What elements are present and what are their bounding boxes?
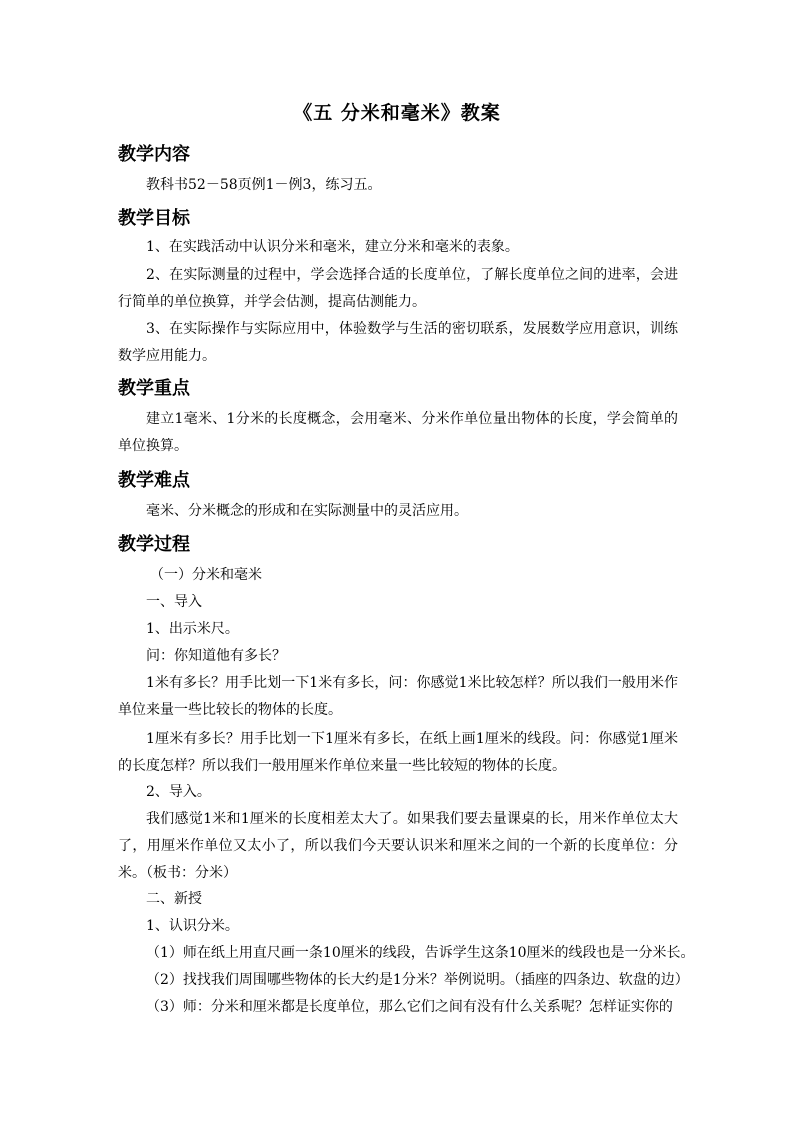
process-line-3: 1、出示米尺。 xyxy=(146,621,239,637)
process-paragraph-2: 1厘米有多长？用手比划一下1厘米有多长，在纸上画1厘米的线段。问：你感觉1厘米的长度怎样？所以我们一般用厘米作单位来量一些比较短的物体的长度。 xyxy=(118,731,678,774)
process-line-step-2: （2）找找我们周围哪些物体的长大约是1分米？举例说明。（插座的四条边、软盘的边） xyxy=(146,972,689,988)
process-line-know-decimeter: 1、认识分米。 xyxy=(146,918,239,934)
heading-difficulties: 教学难点 xyxy=(118,470,190,491)
heading-teaching-content: 教学内容 xyxy=(118,144,190,165)
document-title: 《五 分米和毫米》教案 xyxy=(293,102,501,124)
process-line-step-1: （1）师在纸上用直尺画一条10厘米的线段，告诉学生这条10厘米的线段也是一分米长。 xyxy=(146,945,695,961)
goal-item-3: 3、在实际操作与实际应用中，体验数学与生活的密切联系，发展数学应用意识，训练数学应用能力。 xyxy=(118,321,678,364)
process-line-2: 一、导入 xyxy=(146,594,202,610)
process-paragraph-1: 1米有多长？用手比划一下1米有多长，问：你感觉1米比较怎样？所以我们一般用米作单位来量一些比较长的物体的长度。 xyxy=(118,675,678,718)
process-line-4: 问：你知道他有多长？ xyxy=(146,648,286,664)
process-line-step-3: （3）师：分米和厘米都是长度单位，那么它们之间有没有什么关系呢？怎样证实你的 xyxy=(146,999,673,1015)
process-line-1: （一）分米和毫米 xyxy=(150,567,262,583)
difficulties-text: 毫米、分米概念的形成和在实际测量中的灵活应用。 xyxy=(146,503,468,519)
heading-key-points: 教学重点 xyxy=(118,378,190,399)
goal-item-1: 1、在实践活动中认识分米和毫米，建立分米和毫米的表象。 xyxy=(146,239,519,255)
heading-teaching-goals: 教学目标 xyxy=(118,208,190,229)
teaching-content-text: 教科书52－58页例1－例3，练习五。 xyxy=(146,177,382,193)
process-line-new-teaching: 二、新授 xyxy=(146,891,202,907)
goal-item-2: 2、在实际测量的过程中，学会选择合适的长度单位，了解长度单位之间的进率，会进行简单的单位换算，并学会估测，提高估测能力。 xyxy=(118,267,678,310)
key-points-text: 建立1毫米、1分米的长度概念，会用毫米、分米作单位量出物体的长度，学会简单的单位换算。 xyxy=(118,411,678,454)
process-paragraph-3: 我们感觉1米和1厘米的长度相差太大了。如果我们要去量课桌的长，用米作单位太大了，用厘米作单位又太小了，所以我们今天要认识米和厘米之间的一个新的长度单位：分米。（板书：分米） xyxy=(118,811,678,881)
heading-teaching-process: 教学过程 xyxy=(118,534,190,555)
process-line-import-2: 2、导入。 xyxy=(146,784,211,800)
